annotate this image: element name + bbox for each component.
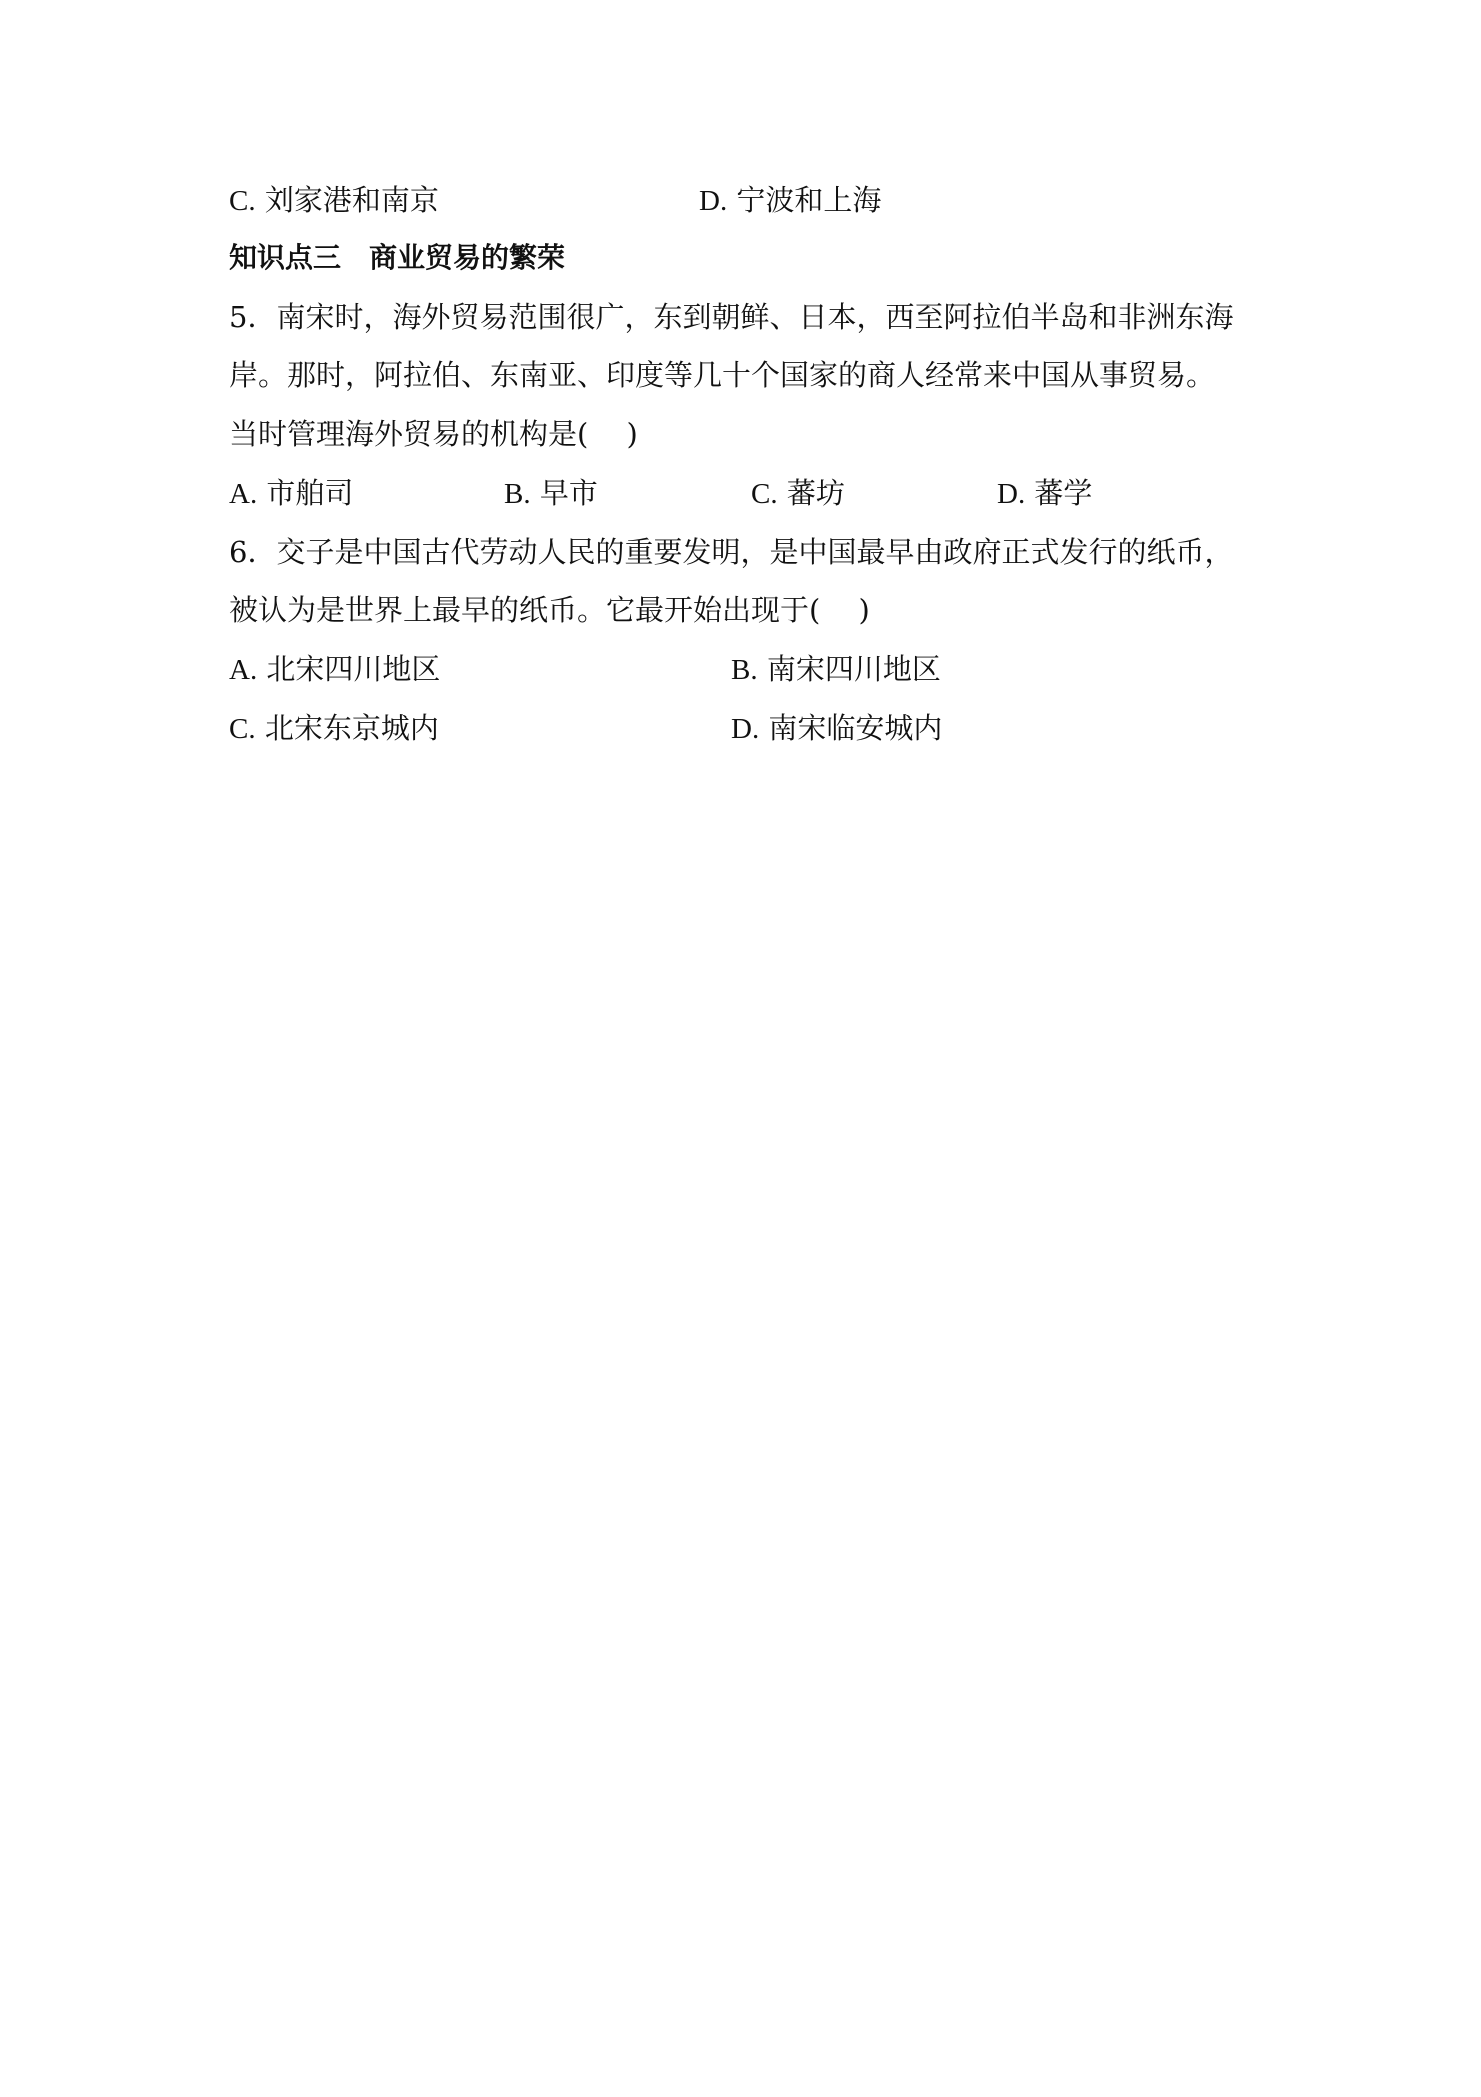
q5-option-a: A. 市舶司	[229, 476, 354, 510]
q6-option-c: C. 北宋东京城内	[229, 711, 439, 745]
q5-option-b: B. 早市	[504, 476, 598, 510]
q5-stem-line-1: 5．南宋时，海外贸易范围很广，东到朝鲜、日本，西至阿拉伯半岛和非洲东海	[229, 300, 1234, 334]
q6-option-a: A. 北宋四川地区	[229, 652, 441, 686]
q5-option-d: D. 蕃学	[997, 476, 1093, 510]
q6-option-b: B. 南宋四川地区	[731, 652, 941, 686]
q4-option-c: C. 刘家港和南京	[229, 183, 439, 217]
q6-stem-line-2: 被认为是世界上最早的纸币。它最开始出现于( )	[229, 593, 870, 627]
q4-option-d: D. 宁波和上海	[699, 183, 882, 217]
q5-stem-line-3: 当时管理海外贸易的机构是( )	[229, 417, 638, 451]
q5-stem-line-2: 岸。那时，阿拉伯、东南亚、印度等几十个国家的商人经常来中国从事贸易。	[229, 358, 1216, 392]
q6-option-d: D. 南宋临安城内	[731, 711, 943, 745]
q5-option-c: C. 蕃坊	[751, 476, 845, 510]
q6-stem-line-1: 6．交子是中国古代劳动人民的重要发明，是中国最早由政府正式发行的纸币，	[229, 535, 1234, 569]
section-heading: 知识点三 商业贸易的繁荣	[229, 241, 566, 274]
